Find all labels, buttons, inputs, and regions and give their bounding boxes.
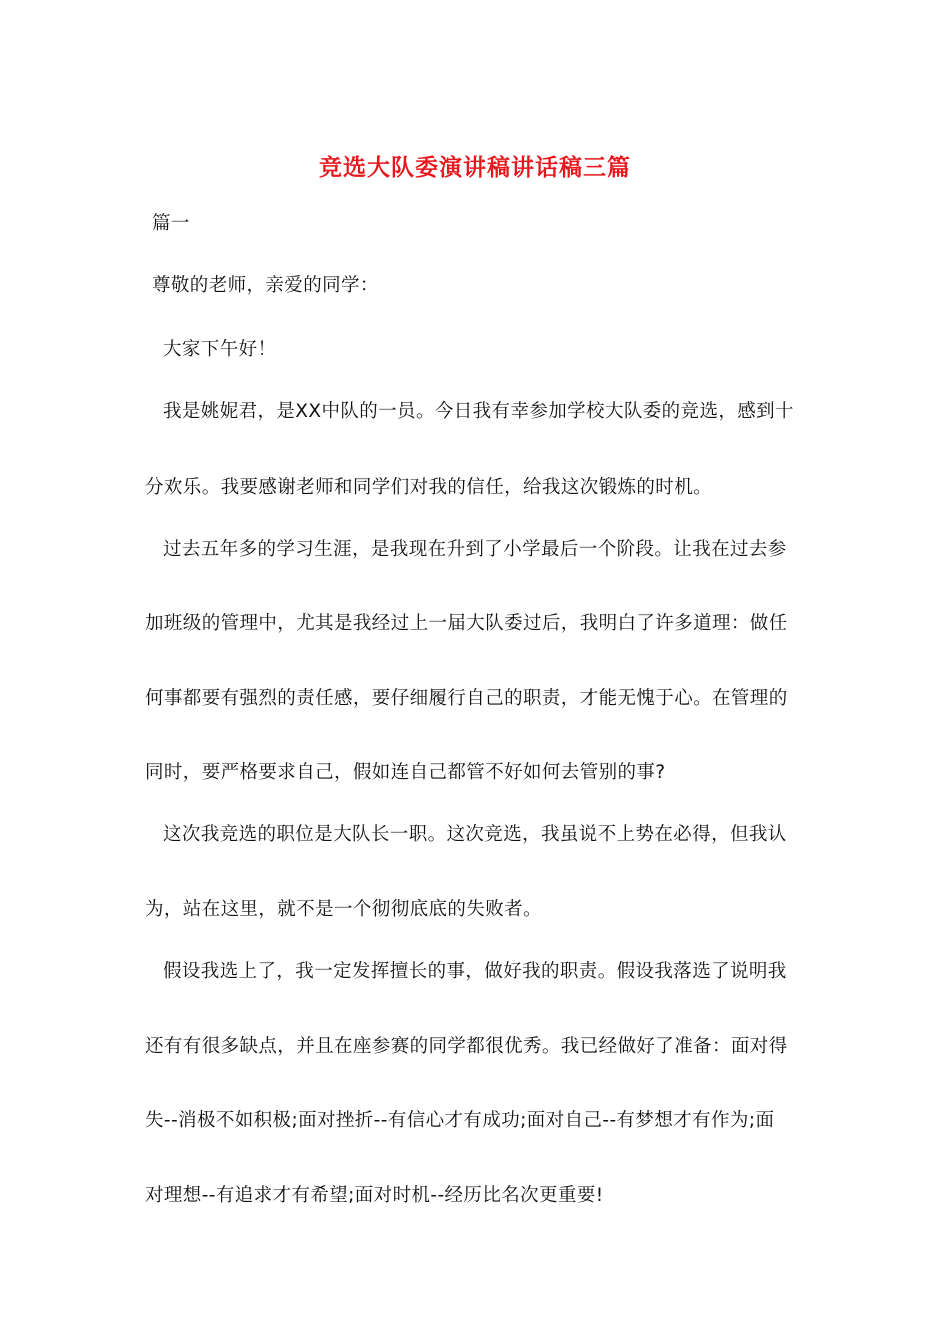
paragraph-line: 加班级的管理中，尤其是我经过上一届大队委过后，我明白了许多道理：做任 (145, 613, 788, 634)
paragraph-line: 过去五年多的学习生涯，是我现在升到了小学最后一个阶段。让我在过去参 (163, 539, 787, 560)
paragraph-line: 假设我选上了，我一定发挥擅长的事，做好我的职责。假设我落选了说明我 (163, 961, 787, 982)
document-title: 竞选大队委演讲稿讲话稿三篇 (319, 154, 631, 181)
section-heading: 篇一 (152, 213, 190, 234)
paragraph-line: 何事都要有强烈的责任感，要仔细履行自己的职责，才能无愧于心。在管理的 (145, 688, 788, 709)
paragraph-line: 这次我竞选的职位是大队长一职。这次竞选，我虽说不上势在必得，但我认 (163, 824, 787, 845)
paragraph-line: 同时，要严格要求自己，假如连自己都管不好如何去管别的事? (145, 762, 666, 783)
paragraph-line: 失--消极不如积极;面对挫折--有信心才有成功;面对自己--有梦想才有作为;面 (145, 1110, 775, 1131)
paragraph-line: 我是姚妮君，是XX中队的一员。今日我有幸参加学校大队委的竞选，感到十 (163, 401, 794, 422)
greeting: 大家下午好！ (163, 339, 277, 360)
salutation: 尊敬的老师，亲爱的同学： (152, 275, 379, 296)
paragraph-line: 对理想--有追求才有希望;面对时机--经历比名次更重要! (145, 1185, 604, 1206)
paragraph-line: 分欢乐。我要感谢老师和同学们对我的信任，给我这次锻炼的时机。 (145, 477, 713, 498)
paragraph-line: 还有有很多缺点，并且在座参赛的同学都很优秀。我已经做好了准备：面对得 (145, 1036, 788, 1057)
paragraph-line: 为，站在这里，就不是一个彻彻底底的失败者。 (145, 899, 542, 920)
